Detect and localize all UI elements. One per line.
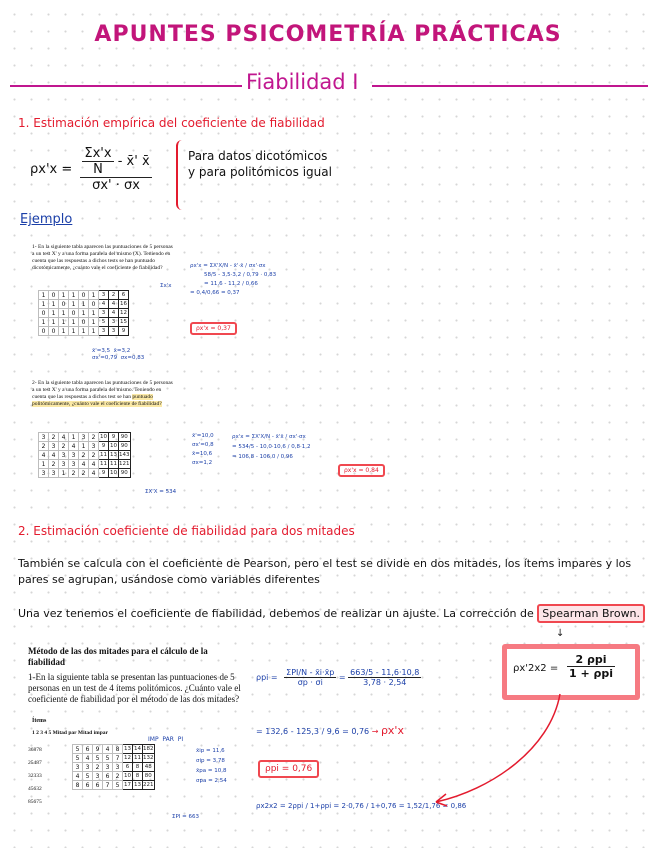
table-cell: 1: [49, 300, 59, 309]
down-arrow-icon: ↓: [556, 628, 565, 639]
table-cell: 5: [99, 318, 109, 327]
exercise-2-sum: ΣX'X = 534: [145, 489, 177, 495]
table-cell: 3: [83, 763, 93, 772]
table-cell: 1: [49, 309, 59, 318]
table-cell: 13: [124, 746, 131, 752]
formula-1-num-top: Σx'x: [84, 146, 112, 161]
method-items-label: Ítems: [32, 718, 47, 724]
method-side-notes: [196, 746, 227, 786]
person-2: 32333: [28, 773, 42, 779]
table-cell: 0: [39, 309, 49, 318]
method-table: [72, 744, 155, 790]
table-cell: 5: [73, 745, 83, 754]
table-cell: 3: [79, 433, 89, 442]
table-cell: 2: [79, 451, 89, 460]
table-row: [39, 433, 131, 442]
table-cell: 4: [73, 772, 83, 781]
table-row: [73, 754, 155, 763]
table-cell: 1: [49, 318, 59, 327]
table-cell: 0: [69, 309, 79, 318]
table-cell: 2: [109, 291, 119, 300]
table-cell: 1: [39, 291, 49, 300]
table-cell: 3: [59, 451, 69, 460]
table-cell: 4: [109, 309, 119, 318]
table-cell: 9: [99, 442, 109, 451]
exercise-1-calc: ρx'x = ΣX'X/N - x̄'·x̄ / σx'·σx 58/5 - 3,5·3,2 / 0,79 · 0,83 = 11,6 - 11,2 / 0,66 = 0,4/0,66 = 0,37: [190, 262, 390, 298]
table-cell: 11: [100, 461, 107, 467]
table-cell: 3: [73, 763, 83, 772]
table-cell: 5: [73, 754, 83, 763]
ex2-calc1: ρx'x = ΣX'X/N - x̄'x̄ / σx'·σx: [232, 434, 306, 440]
sb-den: 1 + ρpi: [569, 667, 614, 680]
table-cell: 3: [99, 327, 109, 336]
table-cell: 1: [79, 442, 89, 451]
table-cell: 8: [133, 772, 143, 781]
table-row: [39, 442, 131, 451]
heading-rule-right: [372, 85, 648, 87]
table-cell: 1: [59, 327, 69, 336]
table-cell: 143: [119, 452, 130, 458]
paragraph-2: [18, 606, 643, 622]
exercise-1-text: 1- En la siguiente tabla aparecen las puntuaciones de 5 personas a un test X' y a una forma paralela del mismo (X). Teniendo en cuenta que las respuestas a dichos tests se han puntuado dicotómicamente, ¿cuánto vale el coeficiente de fiabilidad?: [32, 244, 173, 271]
col-head-imp: IMP: [148, 736, 159, 743]
example-label: Ejemplo: [20, 212, 73, 227]
table-cell: 7: [103, 781, 113, 790]
table-cell: 10: [124, 773, 131, 779]
table-cell: 5: [103, 754, 113, 763]
sb-lhs: ρx'2x2 =: [513, 663, 559, 674]
exercise-1-table: [38, 290, 129, 336]
table-cell: 3: [113, 763, 123, 772]
table-cell: 1: [59, 309, 69, 318]
table-cell: 0: [79, 318, 89, 327]
table-cell: 1: [89, 291, 99, 300]
ex1-calc-line1: ρx'x = ΣX'X/N - x̄'·x̄ / σx'·σx: [190, 263, 266, 269]
table-cell: 5: [83, 772, 93, 781]
ex1-note-0: x̄'=3,5: [92, 348, 111, 354]
table-cell: 90: [119, 433, 131, 442]
ex1-calc-frac1: 58/5 - 3,5·3,2: [204, 272, 242, 278]
table-cell: 12: [120, 310, 127, 316]
ex2-note-3: σx=1,2: [192, 460, 213, 466]
table-cell: 6: [83, 745, 93, 754]
table-cell: 14: [134, 746, 141, 752]
table-cell: 1: [69, 433, 79, 442]
method-calc-line3: ρx2x2 = 2ρpi / 1+ρpi = 2·0,76 / 1+0,76 = 1,52/1,76 = 0,86: [256, 802, 467, 810]
table-cell: 0: [59, 300, 69, 309]
table-row: [39, 291, 129, 300]
method-note-1: σip = 3,78: [196, 758, 225, 764]
exercise-1-notes: [92, 348, 172, 362]
formula-1-note: Para datos dicotómicos y para politómicos igual: [188, 149, 332, 179]
table-row: [39, 309, 129, 318]
ex1-calc-line2: = 0,4/0,66 = 0,37: [190, 290, 240, 296]
table-cell: 2: [49, 460, 59, 469]
table-cell: 3: [39, 469, 49, 478]
table-cell: 3: [99, 309, 109, 318]
ex2-text-before: 2- En la siguiente tabla aparecen las puntuaciones de 5 personas a un test X' y a una forma paralela del mismo. Teniendo en cuenta que las respuestas a dichos test se han: [32, 380, 173, 400]
heading-rule-left: [10, 85, 242, 87]
person-1: 25487: [28, 760, 42, 766]
table-cell: 8: [113, 745, 123, 754]
table-cell: 90: [119, 442, 131, 451]
paragraph-2-text: Una vez tenemos el coeficiente de fiabilidad, debemos de realizar un ajuste. La corrección de: [18, 607, 534, 620]
ex2-calc3: = 106,8 - 106,0 / 0,96: [232, 454, 293, 460]
table-cell: 2: [69, 469, 79, 478]
ex2-note-2: x̄=10,6: [192, 451, 213, 457]
table-cell: 5: [93, 754, 103, 763]
table-cell: 4: [59, 433, 69, 442]
table-cell: 6: [83, 781, 93, 790]
table-cell: 4: [103, 745, 113, 754]
table-row: [73, 745, 155, 754]
table-row: [39, 469, 131, 478]
table-cell: 12: [124, 755, 131, 761]
ex2-note-0: x̄'=10,0: [192, 433, 214, 439]
table-cell: 0: [89, 300, 99, 309]
table-row: [73, 772, 155, 781]
table-cell: 11: [100, 452, 107, 458]
table-cell: 1: [79, 300, 89, 309]
paragraph-1: También se calcula con el coeficiente de Pearson, pero el test se divide en dos mitades, los ítems impares y los pares se agrupan, usándose como variables diferentes: [18, 557, 632, 586]
method-col-heads: [148, 736, 183, 743]
section-heading: Fiabilidad I: [246, 70, 359, 94]
method-calc-line1: ρpi = $\frac{\text{ΣPI/N - x̄i·x̄p}}{\sigma p \cdot \sigma i}$ = $\frac{663/5 - 11,6\cdot 10,8}{3,78 \cdot 2,54}$: [256, 668, 420, 687]
table-cell: 11: [110, 461, 117, 467]
table-cell: 2: [39, 442, 49, 451]
table-cell: 0: [79, 291, 89, 300]
formula-1-denominator: σx' · σx: [92, 178, 140, 193]
table-cell: 0: [39, 327, 49, 336]
table-cell: 3: [49, 442, 59, 451]
table-cell: 132: [143, 755, 154, 761]
mc-frac2-den: 3,78 · 2,54: [363, 678, 407, 687]
table-cell: 3: [109, 327, 119, 336]
ex1-note-1: σx'=0,79: [92, 355, 118, 361]
table-cell: 4: [39, 451, 49, 460]
table-cell: 6: [123, 763, 133, 772]
table-cell: 1: [39, 460, 49, 469]
table-cell: 3: [109, 318, 119, 327]
table-cell: 9: [119, 327, 129, 336]
person-0: 36878: [28, 747, 42, 753]
ex2-text-highlight: puntuado politómicamente, ¿cuánto vale el coeficiente de fiabilidad?: [32, 394, 162, 407]
exercise-2-result: [338, 464, 385, 477]
table-cell: 9: [99, 469, 109, 478]
table-cell: 2: [49, 433, 59, 442]
table-cell: 16: [120, 301, 127, 307]
table-cell: 3: [69, 451, 79, 460]
table-cell: 6: [119, 291, 129, 300]
person-4: 85675: [28, 799, 42, 805]
page-title: APUNTES PSICOMETRÍA PRÁCTICAS: [94, 22, 562, 47]
ex2-calc2: = 534/5 - 10,0·10,6 / 0,8·1,2: [232, 444, 311, 450]
table-cell: 1: [69, 318, 79, 327]
method-text: 1-En la siguiente tabla se presentan las puntuaciones de 5 personas en un test de 4 ítems politómicos. ¿Cuánto vale el coeficiente de fiabilidad por el método de las dos mitades?: [28, 672, 241, 704]
table-cell: 80: [143, 772, 155, 781]
table-cell: 1: [39, 300, 49, 309]
table-cell: 10: [100, 434, 107, 440]
table-cell: 221: [143, 782, 154, 788]
section-1-heading: 1. Estimación empírica del coeficiente de fiabilidad: [18, 116, 325, 130]
table-cell: 1: [89, 318, 99, 327]
table-cell: 1: [59, 469, 69, 478]
table-row: [39, 300, 129, 309]
mc-result: ρpi = 0,76: [265, 764, 313, 774]
method-calc-line2: = 132,6 - 125,3 / 9,6 = 0,76 → ρx'x: [256, 724, 404, 737]
table-cell: 4: [79, 460, 89, 469]
table-cell: 121: [119, 461, 130, 467]
table-cell: 2: [89, 433, 99, 442]
table-cell: 8: [133, 763, 143, 772]
table-cell: 9: [109, 433, 119, 442]
formula-1: [30, 146, 152, 193]
table-cell: 90: [119, 469, 131, 478]
exercise-2-text: [32, 380, 174, 408]
exercise-1-result: [190, 322, 237, 335]
method-note-2: x̄pa = 10,8: [196, 768, 227, 774]
table-cell: 4: [89, 469, 99, 478]
exercise-2-notes: [192, 432, 232, 468]
table-cell: 1: [79, 327, 89, 336]
table-cell: 2: [113, 772, 123, 781]
table-row: [39, 318, 129, 327]
ex1-note-2: x̄=3,2: [113, 348, 131, 354]
table-cell: 13: [134, 782, 141, 788]
table-cell: 9: [93, 745, 103, 754]
table-cell: 8: [73, 781, 83, 790]
table-cell: 1: [79, 309, 89, 318]
formula-1-num-bottom: N: [93, 162, 103, 177]
table-cell: 10: [110, 470, 117, 476]
method-note-3: σpa = 2,54: [196, 778, 227, 784]
table-cell: 2: [93, 763, 103, 772]
table-cell: 3: [69, 460, 79, 469]
table-cell: 3: [93, 772, 103, 781]
exercise-2-calc: [232, 432, 392, 462]
table-cell: 0: [49, 291, 59, 300]
table-cell: 1: [69, 300, 79, 309]
table-cell: 6: [103, 772, 113, 781]
table-cell: 3: [39, 433, 49, 442]
table-cell: 4: [89, 460, 99, 469]
mc-line2: = 132,6 - 125,3 / 9,6 = 0,76: [256, 727, 370, 736]
sb-num: 2 ρpi: [567, 653, 615, 667]
method-header: 1 2 3 4 5 Mitad par Mitad impar: [32, 730, 108, 736]
mc-lhs: ρpi =: [256, 673, 278, 682]
table-cell: 7: [113, 754, 123, 763]
table-cell: 4: [99, 300, 109, 309]
table-cell: 48: [143, 763, 155, 772]
table-cell: 5: [113, 781, 123, 790]
mc-frac1-num: ΣPI/N - x̄i·x̄p: [286, 668, 335, 677]
person-3: 45632: [28, 786, 42, 792]
mc-frac2-num: 663/5 - 11,6·10,8: [350, 668, 420, 677]
table-row: [39, 327, 129, 336]
method-result: [258, 760, 319, 778]
formula-1-bracket: [176, 140, 186, 210]
table-cell: 0: [49, 327, 59, 336]
mc-arrow-label: ρx'x: [380, 724, 404, 737]
table-cell: 2: [89, 451, 99, 460]
table-row: [39, 451, 131, 460]
formula-1-num-rest: - x̄' x̄: [117, 154, 150, 169]
table-row: [73, 763, 155, 772]
table-cell: 17: [124, 782, 131, 788]
table-cell: 1: [59, 291, 69, 300]
table-row: [39, 460, 131, 469]
table-cell: 6: [93, 781, 103, 790]
table-cell: 1: [39, 318, 49, 327]
exercise-1-col-annot: Σx'x: [160, 283, 172, 289]
table-cell: 1: [59, 318, 69, 327]
table-cell: 3: [59, 460, 69, 469]
table-cell: 1: [89, 327, 99, 336]
table-cell: 13: [110, 452, 117, 458]
table-cell: 3: [89, 442, 99, 451]
method-note-0: x̄ip = 11,6: [196, 748, 225, 754]
table-cell: 4: [69, 442, 79, 451]
table-cell: 4: [49, 451, 59, 460]
ex2-note-1: σx'=0,8: [192, 442, 214, 448]
ex1-note-3: σx=0,83: [120, 355, 145, 361]
curved-arrow-icon: [420, 690, 580, 810]
spearman-brown-box: Spearman Brown.: [537, 604, 645, 623]
method-persons: [28, 744, 42, 809]
formula-1-lhs: ρx'x =: [30, 162, 73, 177]
table-cell: 10: [110, 443, 117, 449]
table-cell: 4: [109, 300, 119, 309]
table-cell: 3: [103, 763, 113, 772]
table-cell: 1: [69, 291, 79, 300]
ex1-result-text: ρx'x = 0,37: [196, 325, 231, 332]
table-cell: 4: [83, 754, 93, 763]
table-cell: 1: [69, 327, 79, 336]
table-cell: 3: [49, 469, 59, 478]
table-cell: 3: [99, 291, 109, 300]
exercise-2-table: [38, 432, 131, 478]
table-cell: 11: [134, 755, 141, 761]
col-head-par: PAR: [162, 736, 174, 743]
mc-frac1-den: σp · σi: [297, 678, 323, 687]
table-cell: 2: [59, 442, 69, 451]
table-cell: 2: [79, 469, 89, 478]
ex1-calc-rest: = 11,6 - 11,2 / 0,66: [204, 281, 258, 287]
table-cell: 182: [143, 746, 154, 752]
table-cell: 1: [89, 309, 99, 318]
method-title: Método de las dos mitades para el cálculo de la fiabilidad: [28, 646, 208, 667]
table-cell: 15: [120, 319, 127, 325]
ex1-calc-frac1-den: 0,79 · 0,83: [246, 272, 277, 278]
section-2-heading: 2. Estimación coeficiente de fiabilidad para dos mitades: [18, 524, 355, 538]
table-row: [73, 781, 155, 790]
ex2-result-text: ρx'x = 0,84: [344, 467, 379, 474]
col-head-pi: PI: [177, 736, 184, 743]
method-sum-note: ΣPI = 663: [172, 814, 200, 820]
